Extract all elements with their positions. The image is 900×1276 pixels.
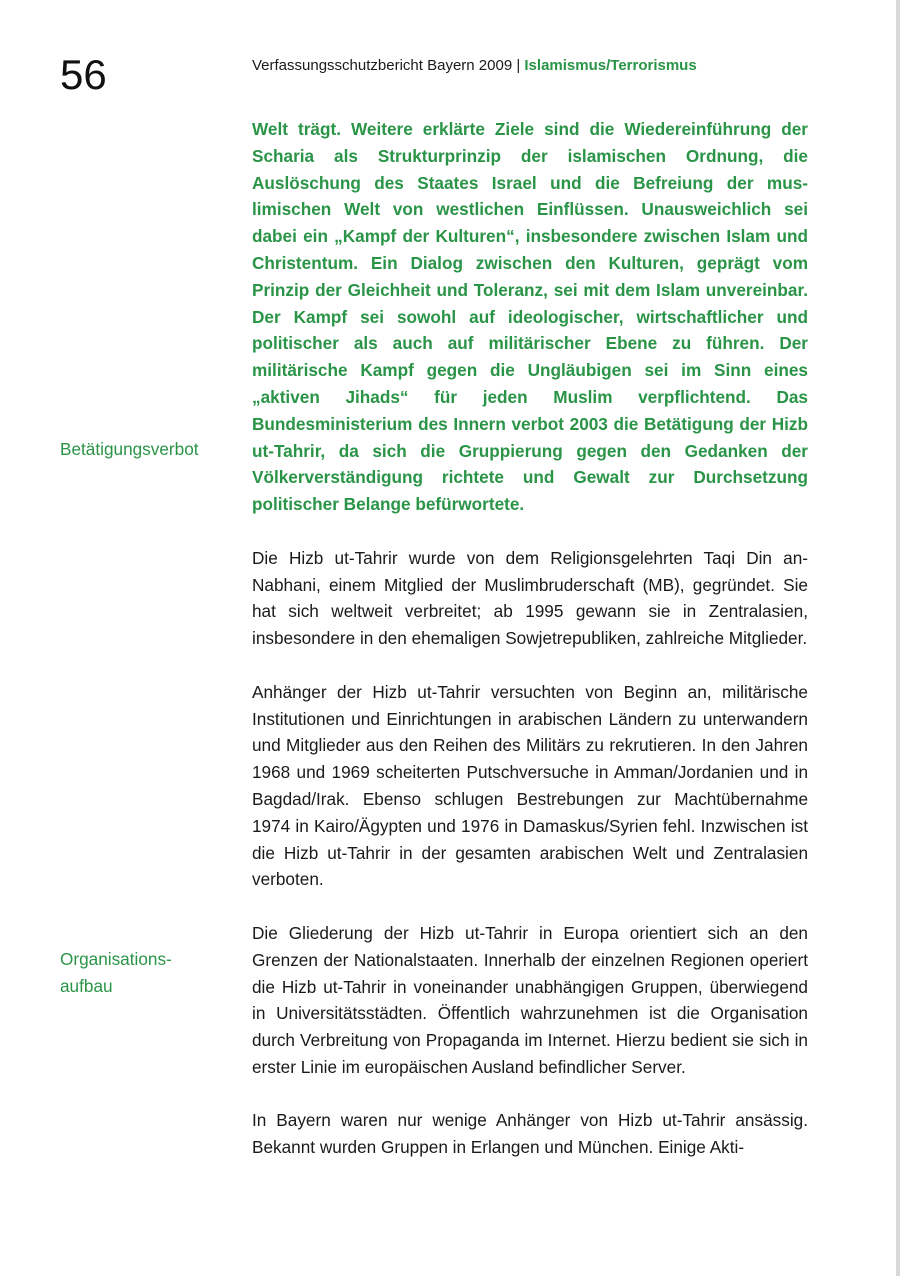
header-section: Islamismus/Terrorismus: [524, 57, 697, 74]
header-publication: Verfassungsschutzbericht Bayern 2009: [252, 57, 513, 74]
paragraph-organisation: Die Gliederung der Hizb ut-Tahrir in Europa orientiert sich an den Grenzen der Nationalstaaten. Innerhalb der einzelnen Regionen operiert die Hizb ut-Tahrir in voneinander unabhängigen Gruppen, überwiegend in Universitätsstädten. Öffentlich wahrzunehmen ist die Organisation durch Verbreitung von Propaganda im Internet. Hierzu bedient sie sich in erster Linie im europäischen Ausland befindlicher Server.: [252, 922, 808, 1077]
running-header: [252, 57, 697, 75]
margin-note-betaetigungsverbot: Betätigungsverbot: [60, 439, 199, 459]
paragraph-lead: Welt trägt. Weitere erklärte Ziele sind die Wiedereinführung der Scharia als Strukturprinzip der islamischen Ordnung, die Auslöschung des Staates Israel und die Befreiung der muslimischen Welt von westlichen Einflüssen. Unausweichlich sei dabei ein „Kampf der Kulturen“, insbesondere zwischen Islam und Christentum. Ein Dialog zwischen den Kulturen, geprägt vom Prinzip der Gleichheit und Toleranz, sei mit dem Islam unvereinbar. Der Kampf sei sowohl auf ideologischer, wirtschaftlicher und politischer als auch auf militärischer Ebene zu führen. Der militärische Kampf gegen die Ungläubigen sei im Sinn eines „aktiven Jihads“ für jeden Muslim verpflichtend. Das Bundesministerium des Innern verbot 2003 die Betätigung der Hizb ut-Tahrir, da sich die Gruppierung gegen den Gedanken der Völkerverständigung richtete und Gewalt zur Durchsetzung politischer Belange befürwortete.: [252, 119, 808, 515]
header-separator: |: [512, 57, 525, 74]
paragraph-founding: Die Hizb ut-Tahrir wurde von dem Religionsgelehrten Taqi Din an-Nabhani, einem Mitglied der Muslimbruderschaft (MB), gegründet. Sie hat sich weltweit verbreitet; ab 1995 gewann sie in Zentralasien, insbesondere in den ehemaligen Sowjetrepubliken, zahlreiche Mitglieder.: [252, 547, 808, 649]
paragraph-history: Anhänger der Hizb ut-Tahrir versuchten von Beginn an, militärische Institutionen und Einrichtungen in arabischen Ländern zu unterwandern und Mitglieder aus den Reihen des Militärs zu rekrutieren. In den Jahren 1968 und 1969 scheiterten Putschversuche in Amman/Jordanien und in Bagdad/Irak. Ebenso schlugen Bestrebungen zur Machtübernahme 1974 in Kairo/Ägypten und 1976 in Damaskus/Syrien fehl. Inzwischen ist die Hizb ut-Tahrir in der gesamten arabischen Welt und Zentralasien verboten.: [252, 681, 808, 890]
body-text: [252, 116, 808, 1188]
page-number: 56: [60, 51, 107, 98]
paragraph-bavaria: In Bayern waren nur wenige Anhänger von Hizb ut-Tahrir ansässig. Bekannt wurden Gruppen in Erlangen und München. Einige Akti-: [252, 1110, 808, 1158]
page-edge-strip: [896, 0, 900, 1276]
margin-note-organisationsaufbau: Organisations- aufbau: [60, 949, 172, 996]
